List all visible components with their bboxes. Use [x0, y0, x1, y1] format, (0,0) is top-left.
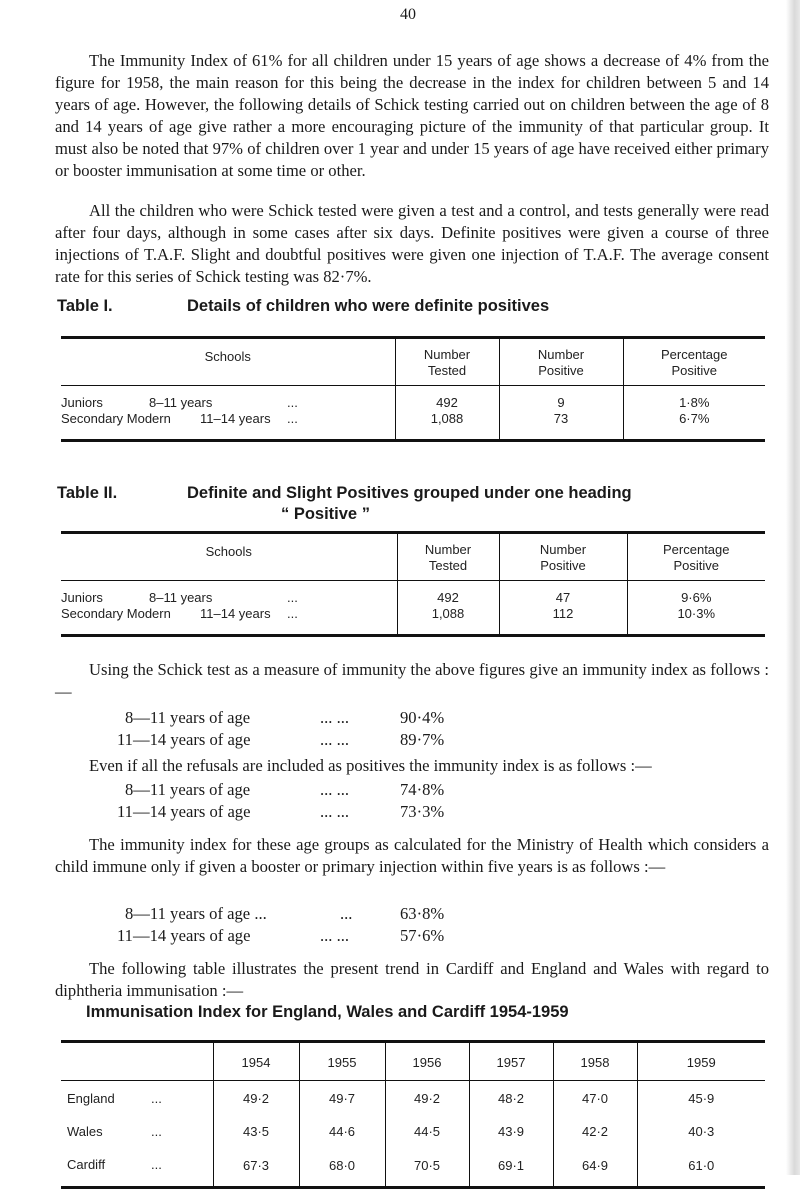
table1-row2-school: Secondary Modern 11–14 years ... — [61, 411, 298, 426]
table1-row2-positive: 73 — [499, 411, 623, 441]
table3-cell: 44·6 — [299, 1115, 385, 1148]
table2-heading — [57, 484, 632, 503]
table3-cell: 64·9 — [553, 1148, 637, 1188]
table3-header-1958: 1958 — [553, 1042, 637, 1081]
table2-row2-percentage: 10·3% — [627, 606, 765, 636]
table2-row1-percentage: 9·6% — [627, 581, 765, 607]
list-item: 11—14 years of age ... ... 73·3% — [117, 802, 445, 821]
table1-label: Table I. — [57, 297, 113, 315]
paragraph-schick-testing: All the children who were Schick tested were given a test and a control, and tests generally were read after four days, although in some cases after six days. Definite positives were given a course of three injections of T.A.F. Slight and doubtful positives were given one injection of T.A.F. The average consent rate for this series of Schick testing was 82·7%. — [55, 201, 769, 286]
table3-cell: 45·9 — [637, 1081, 765, 1116]
table2-row2-tested: 1,088 — [397, 606, 499, 636]
table3-header-1956: 1956 — [385, 1042, 469, 1081]
list-item: 8—11 years of age ... ... 63·8% — [125, 904, 445, 923]
table3-header-1954: 1954 — [213, 1042, 299, 1081]
table3-cell: 44·5 — [385, 1115, 469, 1148]
table2-row1-positive: 47 — [499, 581, 627, 607]
table3-cell: 61·0 — [637, 1148, 765, 1188]
table3-cell: 70·5 — [385, 1148, 469, 1188]
list-item: 11—14 years of age ... ... 89·7% — [117, 730, 445, 749]
list-item: 8—11 years of age ... ... 90·4% — [125, 708, 445, 727]
table-row — [61, 1081, 765, 1116]
table-row — [61, 1115, 765, 1148]
paragraph-immunity-index: The Immunity Index of 61% for all children under 15 years of age shows a decrease of 4% from the figure for 1958, the main reason for this being the decrease in the index for children between 5 and 14 years of age. However, the following details of Schick testing carried out on children between the age of 8 and 14 years of age give rather a more encouraging picture of the immunity of that particular group. It must also be noted that 97% of children over 1 year and under 15 years of age have received either primary or booster immunisation at some time or other. — [55, 51, 769, 180]
table1-header-positive: Number Positive — [499, 338, 623, 386]
table2-header-schools: Schools — [61, 533, 397, 581]
table2-header-tested: Number Tested — [397, 533, 499, 581]
table3-title: Immunisation Index for England, Wales and Cardiff 1954-1959 — [86, 1003, 569, 1021]
table-row — [61, 581, 765, 607]
paragraph-trend: The following table illustrates the present trend in Cardiff and England and Wales with regard to diphtheria immunisation :— — [55, 959, 769, 1000]
table1-header-percentage: Percentage Positive — [623, 338, 765, 386]
list-item: 8—11 years of age ... ... 74·8% — [125, 780, 445, 799]
paragraph-schick-index: Using the Schick test as a measure of immunity the above figures give an immunity index as follows :— — [55, 660, 769, 701]
table3-cell: 49·2 — [213, 1081, 299, 1116]
table2-row1-school: Juniors 8–11 years ... — [61, 590, 298, 605]
table1-header-schools: Schools — [61, 338, 395, 386]
table3-header-row — [61, 1042, 765, 1081]
table-row — [61, 386, 765, 412]
table3-header-blank — [61, 1042, 213, 1081]
table3-row-wales-label: Wales ... — [67, 1124, 162, 1139]
table1-row1-tested: 492 — [395, 386, 499, 412]
table3-cell: 49·7 — [299, 1081, 385, 1116]
table3-cell: 47·0 — [553, 1081, 637, 1116]
table1 — [61, 336, 765, 442]
table3-row-cardiff-label: Cardiff ... — [67, 1157, 162, 1172]
table2-row2-school: Secondary Modern 11–14 years ... — [61, 606, 298, 621]
table3-cell: 67·3 — [213, 1148, 299, 1188]
table1-row2-percentage: 6·7% — [623, 411, 765, 441]
table1-row1-school: Juniors 8–11 years ... — [61, 395, 298, 410]
table3-header-1959: 1959 — [637, 1042, 765, 1081]
table-row — [61, 1148, 765, 1188]
table1-row2-tested: 1,088 — [395, 411, 499, 441]
table3-cell: 43·9 — [469, 1115, 553, 1148]
table1-heading — [57, 297, 549, 316]
table1-row1-positive: 9 — [499, 386, 623, 412]
table3-cell: 49·2 — [385, 1081, 469, 1116]
table2-row1-tested: 492 — [397, 581, 499, 607]
paragraph-ministry-index: The immunity index for these age groups as calculated for the Ministry of Health which considers a child immune only if given a booster or primary injection within five years is as follows :— — [55, 835, 769, 876]
page-number: 40 — [400, 6, 416, 23]
table2-header-percentage: Percentage Positive — [627, 533, 765, 581]
list-item: 11—14 years of age ... ... 57·6% — [117, 926, 445, 945]
table-row — [61, 411, 765, 441]
table-row — [61, 606, 765, 636]
table3-header-1957: 1957 — [469, 1042, 553, 1081]
table2-header-row — [61, 533, 765, 581]
table3-header-1955: 1955 — [299, 1042, 385, 1081]
table3-cell: 68·0 — [299, 1148, 385, 1188]
table3-cell: 40·3 — [637, 1115, 765, 1148]
table3-cell: 48·2 — [469, 1081, 553, 1116]
table1-title: Details of children who were definite positives — [187, 297, 550, 315]
paragraph-refusals: Even if all the refusals are included as positives the immunity index is as follows :— — [89, 756, 652, 775]
table3 — [61, 1040, 765, 1189]
table2-subtitle: “ Positive ” — [281, 505, 370, 523]
table2 — [61, 531, 765, 637]
table3-cell: 42·2 — [553, 1115, 637, 1148]
table2-title: Definite and Slight Positives grouped under one heading — [187, 484, 632, 502]
table3-cell: 43·5 — [213, 1115, 299, 1148]
table1-row1-percentage: 1·8% — [623, 386, 765, 412]
table2-row2-positive: 112 — [499, 606, 627, 636]
table1-header-tested: Number Tested — [395, 338, 499, 386]
table3-cell: 69·1 — [469, 1148, 553, 1188]
table3-row-england-label: England ... — [67, 1091, 162, 1106]
table2-label: Table II. — [57, 484, 118, 502]
page-edge-shadow — [786, 0, 800, 1175]
table2-header-positive: Number Positive — [499, 533, 627, 581]
table1-header-row — [61, 338, 765, 386]
